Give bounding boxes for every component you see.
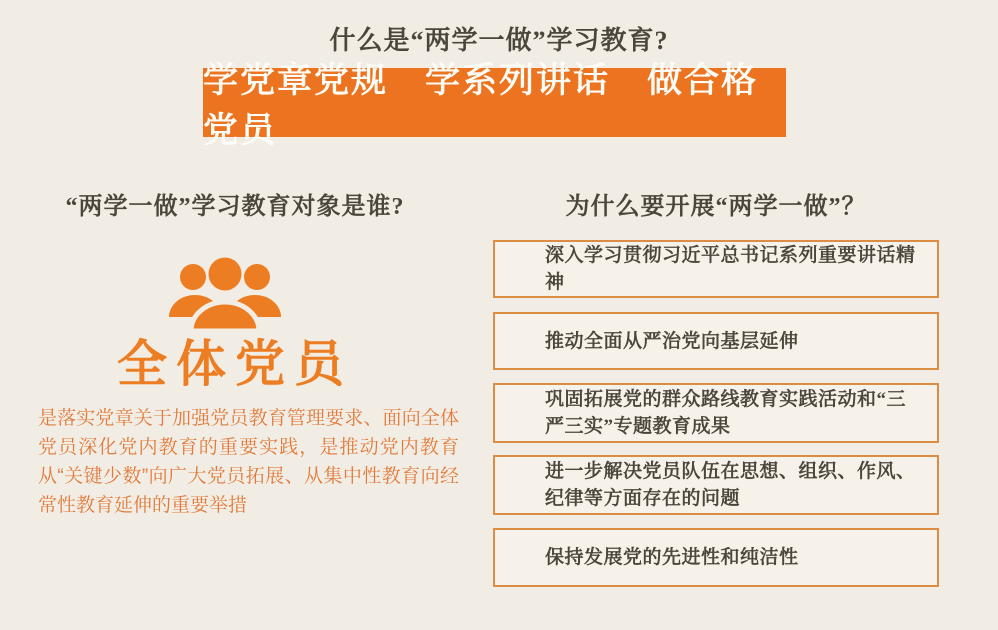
reason-box — [493, 240, 939, 298]
reason-text: 进一步解决党员队伍在思想、组织、作风、纪律等方面存在的问题 — [545, 461, 916, 509]
reason-text: 深入学习贯彻习近平总书记系列重要讲话精神 — [545, 245, 916, 293]
target-audience-description: 是落实党章关于加强党员教育管理要求、面向全体党员深化党内教育的重要实践，是推动党内教育从“关键少数”向广大党员拓展、从集中性教育向经常性教育延伸的重要举措 — [38, 408, 459, 516]
target-audience-label: 全体党员 — [117, 336, 353, 392]
left-section-heading: “两学一做”学习教育对象是谁? — [65, 194, 405, 220]
reason-text: 巩固拓展党的群众路线教育实践活动和“三严三实”专题教育成果 — [545, 389, 907, 437]
reason-box — [493, 383, 939, 443]
reason-box — [493, 528, 939, 587]
reason-box — [493, 455, 939, 515]
reason-text: 保持发展党的先进性和纯洁性 — [545, 547, 799, 568]
reason-text: 推动全面从严治党向基层延伸 — [545, 330, 799, 352]
page-title: 什么是“两学一做”学习教育? — [329, 26, 669, 55]
people-group-icon — [168, 256, 282, 334]
reason-box — [493, 312, 939, 370]
slogan-banner: 学党章党规 学系列讲话 做合格党员 — [203, 68, 786, 137]
right-section-heading: 为什么要开展“两学一做”？ — [565, 194, 867, 220]
